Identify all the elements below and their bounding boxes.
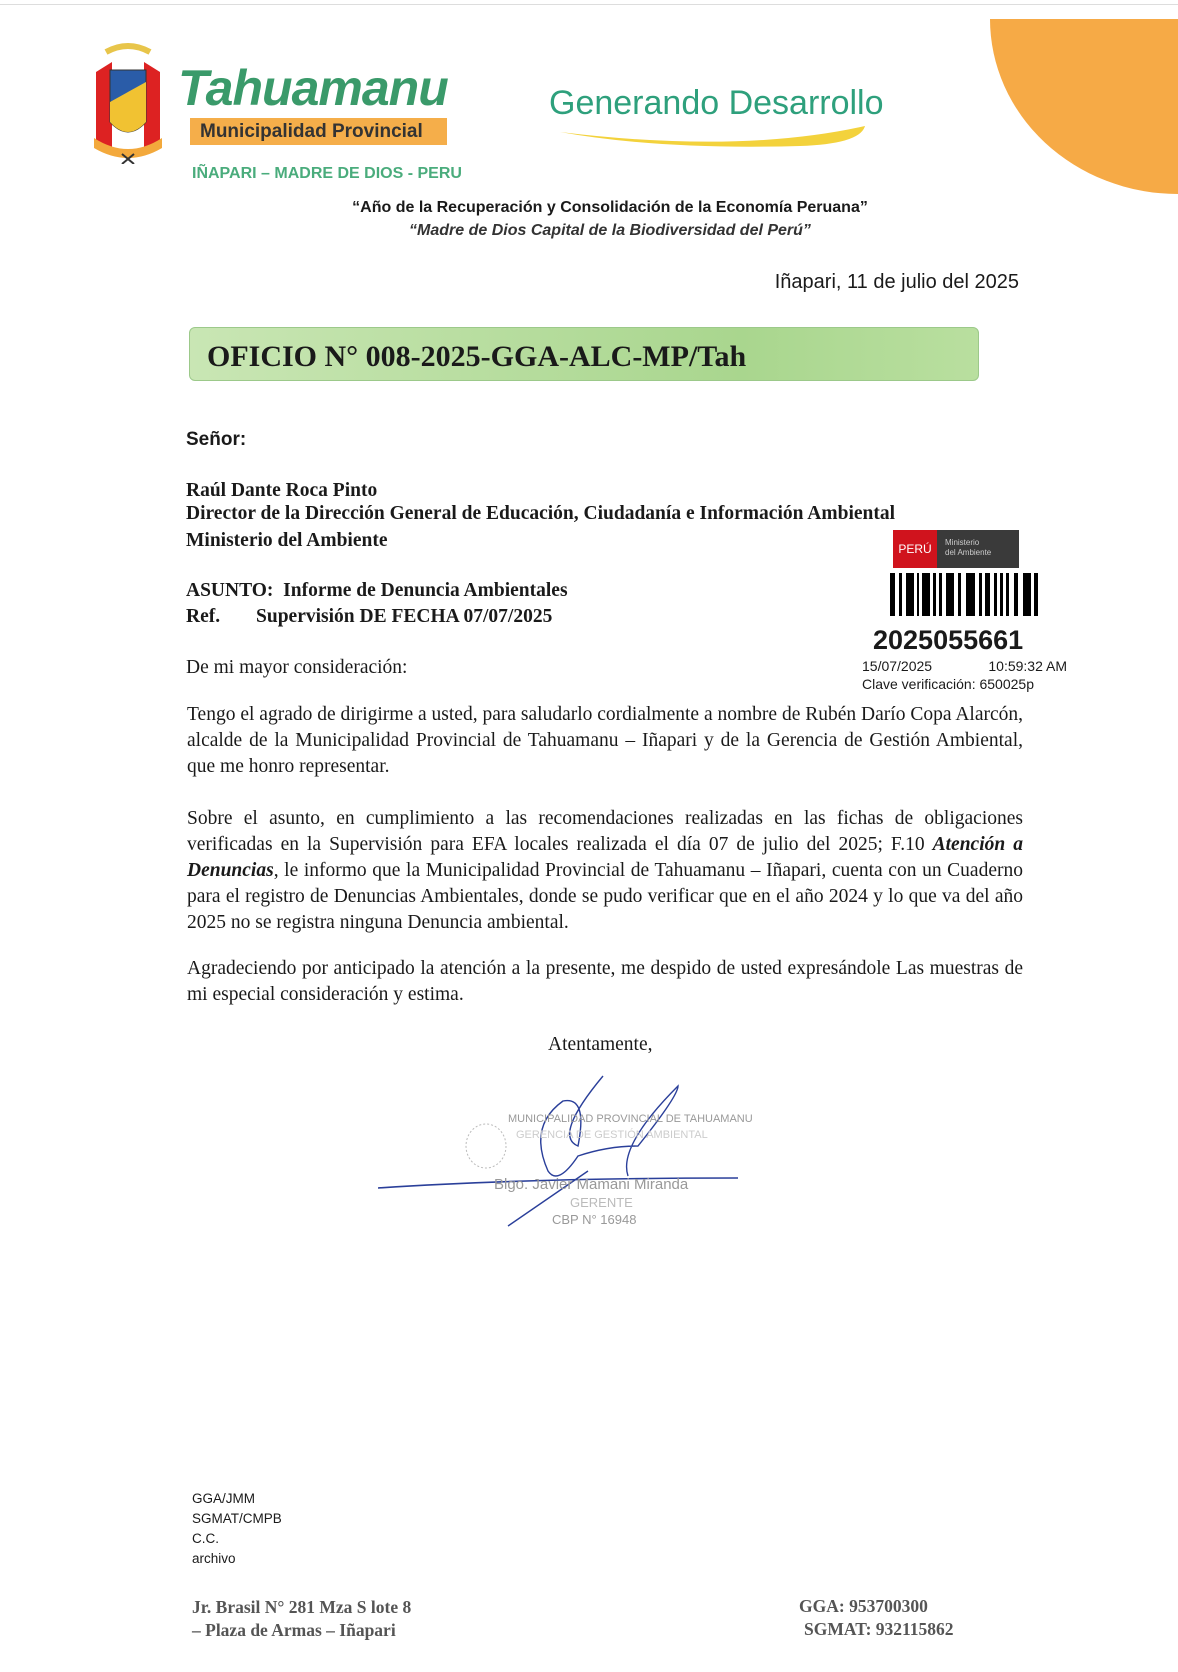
stamp-datetime <box>862 658 1067 674</box>
reference-initials-2: SGMAT/CMPB <box>192 1511 282 1526</box>
asunto-value: Informe de Denuncia Ambientales <box>283 580 568 601</box>
body-paragraph-2 <box>187 806 1023 936</box>
brand-name: Tahuamanu <box>178 60 448 116</box>
stamp-date: 15/07/2025 <box>862 658 933 674</box>
signer-name: Blgo. Javier Mamani Miranda <box>494 1176 689 1193</box>
year-motto: “Año de la Recuperación y Consolidación de la Economía Peruana” <box>352 199 868 216</box>
seal-line-1: MUNICIPALIDAD PROVINCIAL DE TAHUAMANU <box>508 1113 753 1125</box>
oficio-number: OFICIO N° 008-2025-GGA-ALC-MP/Tah <box>189 327 979 381</box>
asunto-label: ASUNTO: <box>186 580 274 601</box>
slogan-swoosh <box>560 124 870 150</box>
recipient-position: Director de la Dirección General de Educación, Ciudadanía e Información Ambiental <box>186 503 896 524</box>
verification-key: Clave verificación: 650025p <box>862 676 1034 692</box>
signer-title: GERENTE <box>570 1195 633 1210</box>
footer-address-2: – Plaza de Armas – Iñapari <box>192 1620 396 1640</box>
peru-label: PERÚ <box>893 530 937 568</box>
brand-subtitle: Municipalidad Provincial <box>190 118 447 145</box>
document-date: Iñapari, 11 de julio del 2025 <box>774 271 1019 293</box>
signature-block <box>378 1066 753 1236</box>
stamp-time: 10:59:32 AM <box>988 658 1067 674</box>
footer-phone-gga: GGA: 953700300 <box>799 1596 928 1616</box>
footer-phone-sgmat: SGMAT: 932115862 <box>804 1619 954 1639</box>
signer-cbp: CBP N° 16948 <box>552 1212 637 1227</box>
registry-number: 2025055661 <box>873 625 1024 655</box>
body-paragraph-3: Agradeciendo por anticipado la atención a la presente, me despido de usted expresándole Las muestras de mi especial consideración y estima. <box>187 958 1023 1005</box>
ministry-line1: Ministerio <box>945 538 980 547</box>
minam-stamp-header <box>893 530 1019 568</box>
recipient-entity: Ministerio del Ambiente <box>186 530 388 551</box>
greeting: De mi mayor consideración: <box>186 657 408 678</box>
p2-emphasis: Atención a Denuncias <box>187 834 1024 881</box>
ministry-label <box>937 530 991 568</box>
location: IÑAPARI – MADRE DE DIOS - PERU <box>192 165 462 182</box>
region-motto: “Madre de Dios Capital de la Biodiversidad del Perú” <box>409 222 811 239</box>
archive-label: archivo <box>192 1551 236 1566</box>
p2-text-b: , le informo que la Municipalidad Provincial de Tahuamanu – Iñapari, cuenta con un Cuaderno para el registro de Denuncias Ambientales, donde se pudo verificar que en el año 2024 y lo que va del año 2025 no se registra ninguna Denuncia ambiental. <box>187 860 1023 933</box>
slogan: Generando Desarrollo <box>549 84 884 122</box>
ministry-line2: del Ambiente <box>945 548 992 557</box>
handwritten-signature <box>378 1066 750 1236</box>
seal-line-2: GERENCIA DE GESTIÓN AMBIENTAL <box>516 1129 708 1141</box>
asunto <box>186 579 568 602</box>
recipient-name: Raúl Dante Roca Pinto <box>186 480 378 501</box>
decorative-corner <box>990 19 1178 194</box>
footer-address-1: Jr. Brasil N° 281 Mza S lote 8 <box>192 1597 412 1617</box>
body-paragraph-1: Tengo el agrado de dirigirme a usted, para saludarlo cordialmente a nombre de Rubén Darío Copa Alarcón, alcalde de la Municipalidad Provincial de Tahuamanu – Iñapari y de la Gerencia de Gestión Ambiental, que me honro representar. <box>187 704 1023 777</box>
reference-initials-1: GGA/JMM <box>192 1491 255 1506</box>
barcode <box>890 573 1038 616</box>
scan-edge <box>0 4 1178 5</box>
salutation: Señor: <box>186 429 247 450</box>
p2-text-a: Sobre el asunto, en cumplimiento a las recomendaciones realizadas en las fichas de obligaciones verificadas en la Supervisión para EFA locales realizada el día 07 de julio del 2025; F.10 <box>187 808 1023 855</box>
ref-label: Ref. <box>186 606 221 627</box>
reference <box>186 605 552 628</box>
copy-label: C.C. <box>192 1531 219 1546</box>
closing: Atentamente, <box>548 1034 653 1055</box>
ref-value: Supervisión DE FECHA 07/07/2025 <box>256 606 553 627</box>
